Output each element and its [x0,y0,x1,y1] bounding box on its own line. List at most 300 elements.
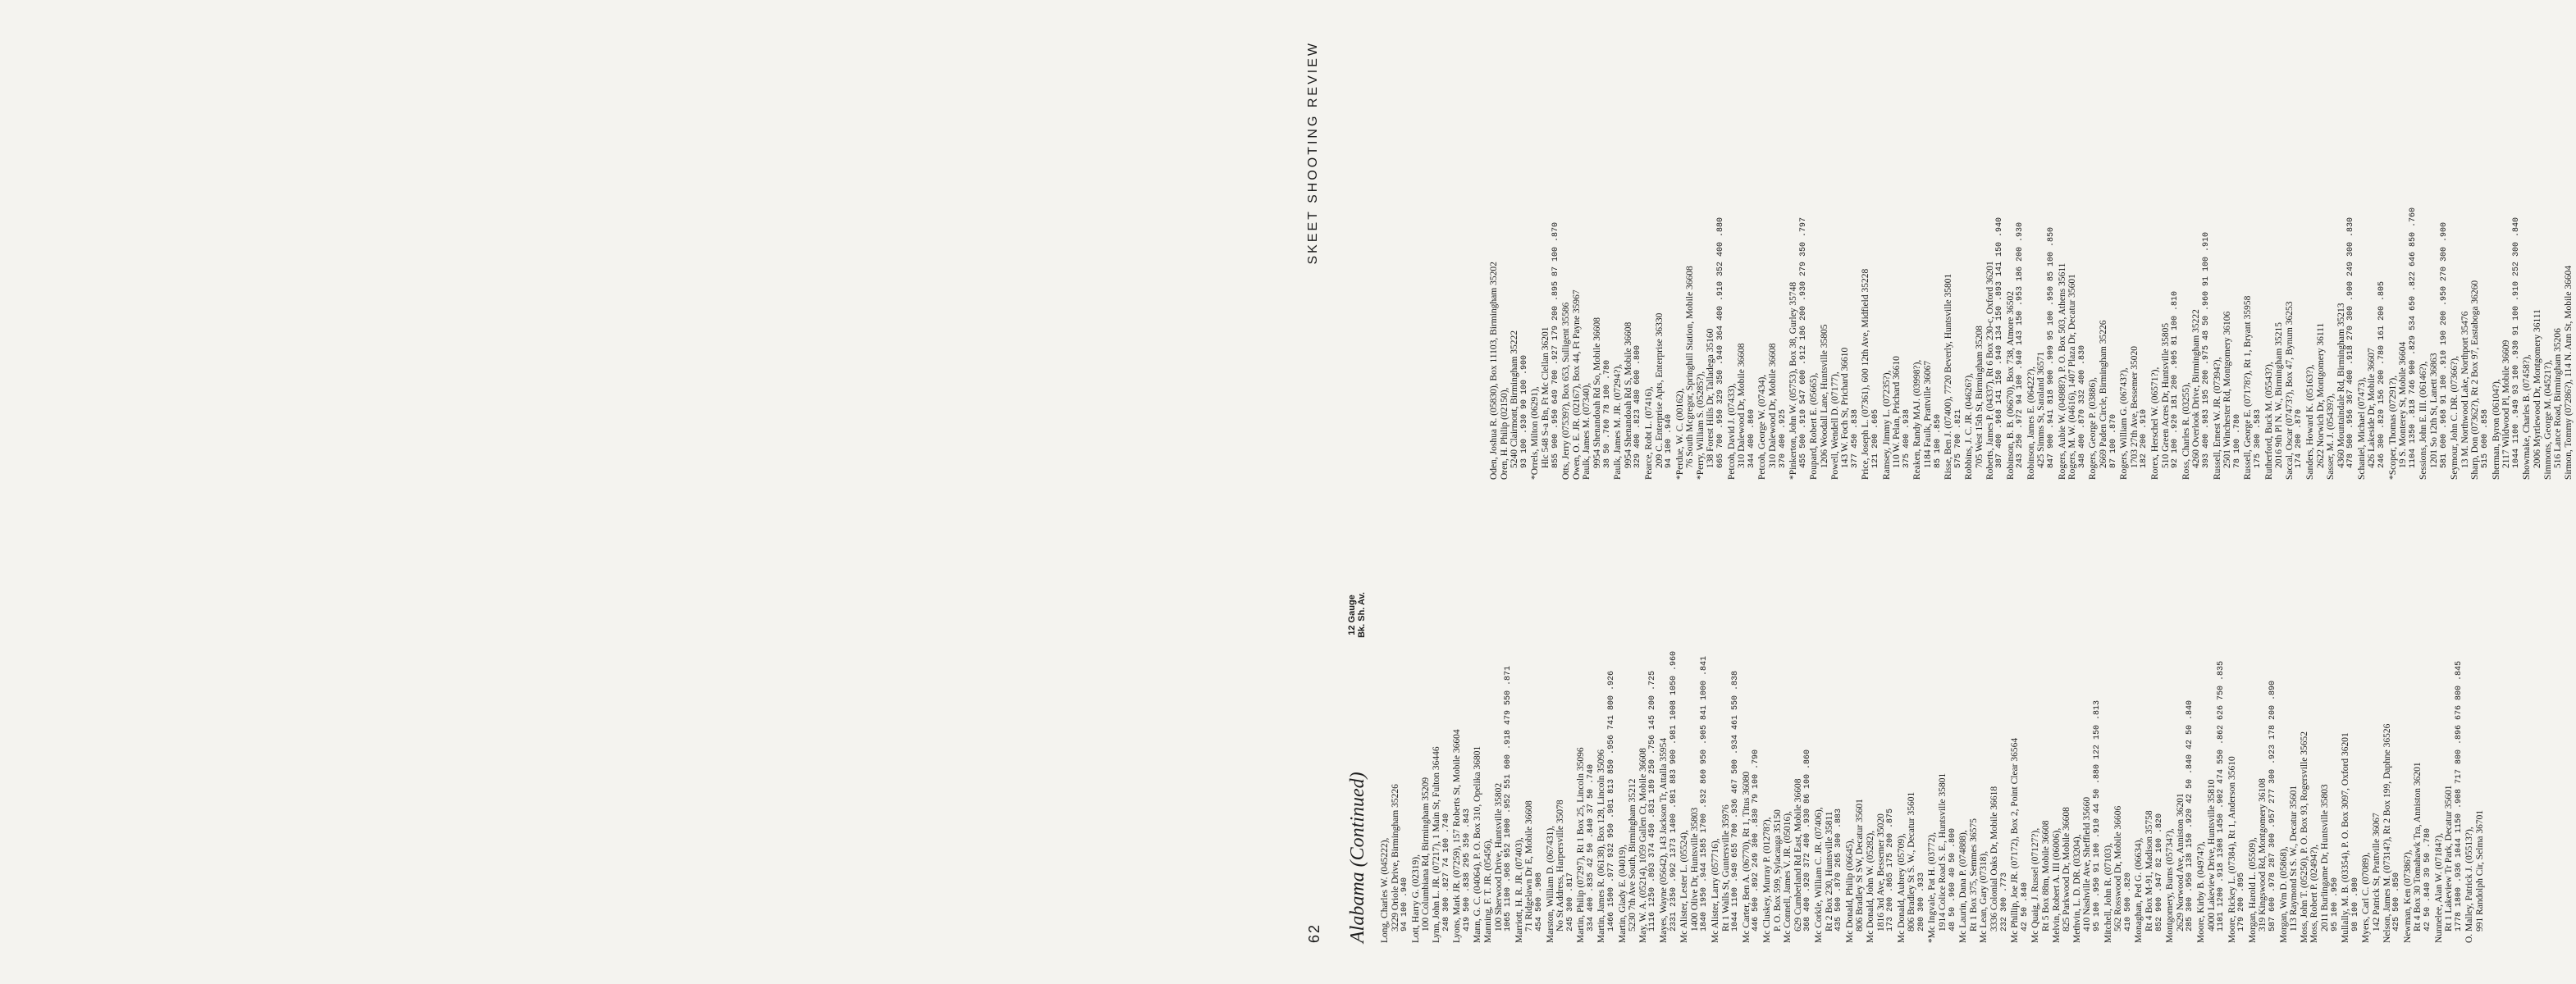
entry-name: Robinson, James E. (06422?), [2026,367,2036,480]
directory-entry [1912,20,1943,480]
entry-scores: 280 300 .933 [1916,872,1926,932]
entry-scores: 175 300 .583 [2253,408,2263,468]
entry-name: Morgan, Harold L. (05509), [2247,837,2258,943]
entry-name: Petcoh, David J. (07433), [1726,383,1737,480]
directory-entry [1943,20,1964,480]
column-right [1489,20,2574,480]
directory-entry [2088,20,2119,480]
directory-entry [1696,20,1727,480]
entry-name: Marriott, H. R. JR. (07403), [1514,837,1524,943]
entry-scores: 419 500 .838 295 350 .843 [1462,808,1472,932]
entry-address: 142 Patrick St, Prattville 36067 [2372,813,2382,932]
directory-entry [1809,20,1829,480]
entry-name: Rogers, George P. (03886), [2088,377,2099,480]
entry-name: Ross, Charles R. (03255), [2181,382,2191,480]
entry-name: Showmake, Charles B. (07458?), [2522,354,2533,480]
entry-scores: 454 500 .908 [1534,872,1544,932]
entry-name: Mc Lean, Gary (07318), [1979,850,1989,943]
entry-scores: 38 50 .760 78 100 .780 [1602,359,1612,468]
entry-address: 425 Simms St, Saraland 36571 [2036,351,2047,468]
entry-name: Moore, Kirby B. (04974?), [2195,841,2206,943]
directory-entry [1546,484,1577,943]
entry-name: Poupard, Robert E. (05665), [1809,372,1820,480]
entry-address: 4000 Lakeview Drive, Huntsville 35810 [2206,779,2217,932]
entry-scores: 173 200 .865 175 200 .875 [1886,808,1896,932]
directory-entry [1979,484,2010,943]
directory-entry [2119,20,2150,480]
directory-entry [2264,20,2285,480]
directory-entry [1380,484,1411,943]
entry-scores: 515 600 .858 [2481,408,2490,468]
entry-scores: 665 700 .950 329 350 .940 364 400 .910 352 400 .880 [1716,216,1726,468]
entry-scores: 246 300 .820 156 200 .780 161 200 .805 [2377,280,2387,468]
entry-address: 5230 7th Ave South, Birmingham 35212 [1628,778,1638,932]
entry-name: Moss, Robert P. (02494?), [2309,844,2320,943]
entry-address: 2117 Wildwood Pl, Mobile 36609 [2501,339,2512,468]
entry-address: Rt 1 Walls St, Guntersville 35976 [1720,804,1731,932]
entry-name: Sharp, Don (07362?), Rt 2 Box 97, Eastaboga 36260 [2470,280,2481,480]
directory-entry [1638,484,1659,943]
entry-scores: 78 100 .780 [2232,413,2242,468]
directory-entry [1727,20,1758,480]
directory-entry [2305,20,2326,480]
entry-name: Mc Donald, Aubrey (05709), [1896,833,1907,943]
entry-scores: 455 500 .910 547 600 .912 186 200 .930 279 350 .797 [1798,216,1808,468]
entry-name: Risse, Ben J. (07400), 7720 Beverly, Huntsville 35801 [1943,273,1954,480]
entry-name: Mc Cluskey, Murray P. (01278?), [1761,817,1772,943]
entry-scores: 1065 1100 .968 952 1000 .952 551 600 .918 479 550 .871 [1504,665,1514,932]
entry-scores: 93 100 .930 90 100 .900 [1519,354,1529,468]
directory-entry [2388,20,2419,480]
entry-name: Mc Alister, Larry (057716), [1710,838,1720,943]
entry-scores: 232 300 .773 [1999,872,2009,932]
entry-address: 1400 Olive Dr, Huntsville 35803 [1689,807,1700,932]
entry-name: *Scoper, Thomas (07291?), [2387,375,2398,480]
directory-entry [1897,484,1928,943]
directory-entry [1985,20,2006,480]
entry-name: Sasser, M. J. (05439?), [2326,393,2336,480]
entry-name: Reaken, Randy MAJ. (03998?), [1912,359,1923,480]
entry-scores: 1044 1100 .949 655 700 .936 467 500 .934 461 550 .838 [1731,670,1741,932]
entry-address: 991 Randolph Cir, Selma 36701 [2474,809,2485,932]
entry-address: Hlc 548 S-a Bn, Ft Mc Clellan 36201 [1540,326,1551,468]
entry-name: Rogers, M. W. (04616), 1407 Plaza Dr, Decatur 35601 [2067,274,2078,480]
entry-name: May, W. A. (05214), 1059 Gallen Ct, Mobile 36608 [1637,748,1648,943]
entry-scores: 121 200 .605 [1870,408,1880,468]
entry-scores: 377 450 .838 [1850,408,1860,468]
entry-scores: 174 200 .870 [2295,408,2304,468]
entry-name: Moore, Rickey L. (07384), Rt 1, Anderson 35610 [2227,756,2237,943]
directory-entry [2213,20,2244,480]
entry-scores: 370 400 .925 [1778,408,1788,468]
entry-name: Seymour, John C. DR. (07366?), [2450,356,2460,480]
entry-scores: 581 600 .968 91 100 .910 190 200 .950 270 300 .900 [2439,221,2449,468]
directory-entry [1582,20,1613,480]
entry-name: *Orrels, Milton (06291), [1530,386,1541,480]
entry-address: 4360 Mountaindale Rd, Birmingham 35213 [2336,303,2346,468]
entry-name: Mc Phillip, Joe JR. (07172), Box 2, Point Clear 36564 [2010,737,2021,943]
entry-scores: 2331 2350 .992 1373 1400 .981 883 900 .981 1008 1050 .960 [1669,650,1679,932]
entry-name: Powell, Wendell D. (07177), [1829,371,1840,480]
directory-entry [1814,484,1845,943]
entry-name: Paulk, James M. JR. (07294?), [1613,363,1624,480]
directory-entry [1783,484,1814,943]
directory-entry [2564,20,2574,480]
entry-address: 2629 Norwood Ave, Anniston 36201 [2175,793,2185,932]
page-number: 62 [1306,922,1322,943]
entry-scores: 1116 1250 .893 374 450 .831 189 250 .756 145 200 .725 [1648,670,1658,932]
entry-scores: 375 400 .938 [1902,408,1911,468]
directory-entry [1679,484,1710,943]
entry-name: Lott, Harry G. (02319), [1410,854,1421,943]
entry-name: Sherman, Byron (06104?), [2491,379,2501,480]
entry-address: Rt 4 Box 30 Tomahawk Tra, Anniston 36201 [2413,762,2423,932]
directory-entry [2464,484,2485,943]
entry-name: Myers, Carl C. (07089), [2361,852,2372,943]
entry-scores: 1778 1800 .936 1044 1150 .908 717 800 .896 676 800 .845 [2454,660,2464,932]
directory-entry [2309,484,2341,943]
entry-address: 516 Lance Road, Birmingham 35206 [2553,328,2564,468]
directory-entry [2279,484,2300,943]
directory-entry [1596,484,1617,943]
entry-address: 71 Ridgelawn Dr E, Mobile 36608 [1524,800,1535,932]
entry-address: 562 Rosswood Dr, Mobile 36606 [2113,805,2124,932]
directory-entry [1927,484,1958,943]
entry-scores: 245 300 .817 [1565,872,1575,932]
entry-name: Rogers, Aubie W. (04988?), P. O. Box 503, Athens 35611 [2057,262,2067,480]
entry-scores: 425 500 .850 [2392,872,2402,932]
entry-name: Methvin, L. D. DR. (03204), [2071,834,2082,943]
entry-address: 113 Raymond St S. W., Decatur 35601 [2289,785,2300,932]
directory-entry [1788,20,1809,480]
entry-scores: 334 400 .835 42 50 .840 37 50 .740 [1586,763,1596,932]
entry-scores: 1044 1100 .949 93 100 .930 91 100 .910 252 300 .840 [2511,216,2521,468]
entry-name: *Perry, William S. (05285?), [1695,371,1706,480]
entry-address: 510 Green Acres Dr, Huntsville 35805 [2160,322,2171,468]
left-column-header [1347,533,1367,697]
entry-address: 806 Bradley St SW, Decatur 35601 [1855,799,1866,932]
entry-name: Rutherford, Buck M. (05543?), [2263,362,2274,480]
entry-address: 76 South Mcgregor, Springhill Station, Mobile 36608 [1685,266,1696,468]
directory-entry [2058,20,2068,480]
entry-scores: 285 300 .950 138 150 .920 42 50 .840 42 50 .840 [2185,699,2195,932]
directory-entry [1861,20,1881,480]
directory-entry [1411,484,1432,943]
directory-entry [2382,484,2403,943]
entry-address: 806 Bradley St S. W., Decatur 35601 [1907,791,1917,932]
entry-name: O. Malley, Patrick J. (05513?), [2464,827,2475,943]
entry-name: Robinson, B. B. (06670), Box 738, Atmore 36502 [2005,290,2016,480]
directory-entry [1830,20,1861,480]
directory-entry [1742,484,1762,943]
directory-entry [1489,20,1500,480]
entry-name: Robbins, J. C. JR. (04626?), [1964,372,1975,480]
entry-address: 1816 3rd Ave, Bessemer 35020 [1875,813,1886,932]
entry-name: Oden, Joshua R. (05830), Box 11103, Birmingham 35202 [1489,262,1499,480]
entry-scores: 587 600 .978 287 300 .957 277 300 .923 178 200 .890 [2268,680,2278,932]
entry-scores: 478 500 .956 367 400 .918 270 300 .900 249 300 .830 [2346,216,2356,468]
entry-name: Lynn, John L. JR. (07217), 1 Main St, Fulton 36446 [1431,746,1441,943]
directory-entry [2522,20,2542,480]
entry-name: Ramsey, Jimmy L. (07235?), [1881,370,1892,480]
directory-entry [2134,484,2165,943]
header-sub: Bk. Sh. Av. [1357,592,1367,638]
directory-entry [1618,484,1638,943]
directory-entry [1613,20,1644,480]
entry-name: Russell, George E. (07178?), Rt 1, Bryant 35958 [2243,295,2254,480]
entry-name: Mc Donald, John W. (05282), [1865,830,1875,943]
publication-name: SKEET SHOOTING REVIEW [1306,41,1320,265]
directory-entry [1958,484,1979,943]
entry-address: 1703 27th Ave, Bessemer 35020 [2129,346,2140,468]
entry-name: Owen, O. E. JR. (02167), Box 44, Ft Payne 35967 [1571,289,1582,480]
entry-scores: 1840 1950 .944 1585 1700 .932 860 950 .905 841 1000 .841 [1700,655,1710,932]
entry-scores: 248 300 .827 74 100 .740 [1441,813,1451,932]
entry-name: Montgomery, Burns (05734?), [2165,828,2176,943]
entry-name: Paulk, James M. (07340), [1582,382,1592,480]
entry-scores: 575 700 .821 [1953,408,1963,468]
entry-name: Simmons, George M. (04521?), [2542,359,2553,480]
directory-entry [1452,484,1473,943]
entry-address: 100 Sherwood Drive, Huntsville 35802 [1493,782,1504,932]
directory-entry [1675,20,1696,480]
entry-address: 1201 So 12th St, Lanett 36863 [2429,353,2440,468]
directory-entry [1644,20,1675,480]
entry-scores: 1104 1350 .818 746 900 .829 534 650 .822 646 850 .760 [2408,207,2418,468]
directory-entry [2072,484,2103,943]
entry-scores: 42 50 .840 [2020,882,2030,932]
entry-name: Mitchell, John R. (07103), [2103,842,2113,943]
directory-entry [2300,484,2310,943]
entry-scores: 329 400 .823 480 600 .800 [1633,344,1643,468]
directory-entry [1483,484,1514,943]
entry-scores: 435 500 .870 265 300 .883 [1834,808,1844,932]
header-12-gauge: 12 Gauge [1347,594,1357,636]
entry-name: *Mc Ingvale, Pat H. (03772), [1927,831,1938,943]
entry-scores: 855 900 .950 649 700 .927 179 200 .895 87 100 .870 [1551,221,1560,468]
entry-scores: 1466 1500 .977 932 950 .981 813 850 .956 741 800 .926 [1607,670,1617,932]
entry-address: Rt 1 Box 375, Semmes 36575 [1968,818,1979,932]
entry-scores: 344 400 .860 [1747,408,1756,468]
entry-address: 1184 Faulk, Prattville 36067 [1922,360,1933,468]
entry-scores: 42 50 .840 39 50 .780 [2423,827,2432,932]
entry-address: 2016 9th Pl N. W., Birmingham 35215 [2274,322,2285,468]
entry-name: Otts, Jerry (07539?), Box 653, Sulligent 35586 [1561,302,1572,480]
entry-name: Rorex, Herschel W. (06571?), [2150,367,2160,480]
entry-scores: 847 900 .941 818 900 .909 95 100 .950 85 100 .850 [2047,226,2057,468]
directory-entry [2470,20,2491,480]
entry-name: *Perdue, W. C. (00162), [1674,388,1685,480]
directory-entry [2010,484,2030,943]
directory-entry [2227,484,2248,943]
directory-entry [1845,484,1866,943]
entry-name: Price, Joseph L. (07361), 600 12th Ave, Midfield 35228 [1861,268,1871,480]
entry-scores: 48 50 .960 40 50 .800 [1948,827,1957,932]
entry-name: Pearce, Robt L. (07416), [1643,386,1654,480]
entry-name: Martin, Philip (07297), Rt 1 Box 25, Lincoln 35096 [1576,747,1587,943]
entry-scores: 98 100 .980 [2350,877,2360,932]
entry-address: 410 Nashville Ave, Sheffield 35660 [2082,796,2093,932]
directory-entry [1882,20,1913,480]
directory-entry [2285,20,2305,480]
rotated-page-content [1296,41,2576,943]
entry-address: 310 Dalewood Dr, Mobile 36608 [1737,343,1747,468]
directory-entry [1432,484,1452,943]
entry-scores: 94 100 .940 [1665,413,1674,468]
directory-entry [2341,484,2361,943]
entry-address: 4260 Overlook Drive, Birmingham 35222 [2191,309,2202,468]
directory-entry [2006,20,2026,480]
entry-address: 310 Dalewood Dr, Mobile 36608 [1768,343,1779,468]
entry-address: 3336 Colonial Oaks Dr, Mobile 36618 [1989,786,2000,932]
directory-entry [2418,20,2450,480]
entry-address: 2622 Norwich Dr, Montgomery 36111 [2315,322,2326,468]
entry-name: Mc Corkle, William C. JR. (07406), [1813,807,1824,943]
directory-entry [2492,20,2523,480]
entry-name: Long, Charles W. (045222), [1380,837,1390,943]
entry-scores: 243 250 .972 94 100 .940 143 150 .953 186 200 .930 [2016,221,2026,468]
directory-entry [2243,20,2263,480]
directory-entry [2196,484,2227,943]
directory-entry [2150,20,2181,480]
entry-scores: 348 400 .870 332 400 .830 [2077,344,2087,468]
entry-address: Rt 2 Box 230, Huntsville 35811 [1824,811,1834,932]
entry-name: Manning, F. T. JR. (05456), [1482,838,1493,943]
entry-name: Rogers, William G. (06743?), [2119,367,2130,480]
entry-name: Oren, H. Philip (02150), [1499,387,1510,480]
entry-address: 629 Cumberland Rd East, Mobile 36608 [1793,778,1803,932]
entry-address: 1206 Woodall Lane, Huntsville 35805 [1820,324,1829,468]
directory-entry [2030,484,2051,943]
entry-scores: 94 100 .940 [1400,877,1410,932]
entry-name: Mc Quaig, J. Russel (07127?), [2030,827,2041,943]
entry-name: Sessions, John E. III. (06146?), [2418,361,2429,480]
directory-entry [2434,484,2465,943]
entry-name: Russell, Ernest W. JR. (07394?), [2212,357,2222,480]
entry-scores: 182 200 .910 [2140,408,2149,468]
entry-scores: 410 500 .820 [2123,872,2133,932]
entry-name: Nunnelee, Alan W. (07184?), [2433,832,2444,943]
entry-name: Roberts, James P. (04337), Rt 6 Box 230-c, Oxford 36201 [1985,261,1995,480]
entry-address: 426 Lakeside Dr, Mobile 36607 [2367,348,2377,468]
directory-entry [2026,20,2058,480]
directory-entry [1514,484,1546,943]
entry-address: 2501 Winchester Rd, Montgomery 36106 [2222,311,2233,468]
entry-address: 138 Forest Hills Dr, Talladega 35160 [1706,328,1716,468]
directory-entry [2450,20,2470,480]
entry-scores: 95 100 .950 91 100 .910 44 50 .880 122 150 .813 [2092,699,2102,932]
directory-entry [1762,484,1783,943]
entry-scores: 368 400 .920 372 400 .930 86 100 .860 [1803,749,1813,932]
entry-address: 5240 Clairmont, Birmingham 35222 [1510,330,1520,468]
entry-name: Mayes, Wayne (05642), 143 Jackson Tr, Attalla 35954 [1659,737,1669,943]
entry-address: 1914 Colice Road S. E., Huntsville 35801 [1938,772,1948,932]
directory-entry [2052,484,2072,943]
directory-entry [2248,484,2279,943]
directory-entry [1572,20,1583,480]
entry-name: Mc Carter, Ben A. (06770), Rt 1, Titus 36080 [1741,771,1752,943]
entry-address: Rt 1 Lakeview Tr Park, Decatur 35601 [2444,785,2455,932]
entry-name: Morgan, Wm D. (05868), [2278,846,2289,943]
column-left [1347,484,2486,943]
entry-name: Nelson, James M. (07314?), Rt 2 Box 199, Daphne 36526 [2382,723,2392,943]
entry-scores: 387 400 .968 141 150 .940 134 150 .893 141 150 .940 [1995,216,2005,468]
directory-entry [1757,20,1788,480]
directory-entry [1710,484,1742,943]
entry-address: 825 Parkwood Dr, Mobile 36608 [2062,807,2072,932]
directory-entry [2326,20,2357,480]
entry-scores: 95 100 .950 [2330,877,2340,932]
directory-entry [1473,484,1483,943]
page-footer [1296,41,1345,943]
entry-name: Monaghan, Ped G. (06634), [2134,837,2144,943]
entry-name: Martin, Glady E. (04019), [1617,844,1628,943]
directory-entry [2067,20,2088,480]
entry-name: Moss, John T. (05250), P. O. Box 93, Rogersville 35652 [2299,731,2309,943]
entry-address: 209 C. Enterprise Apts, Enterprise 36330 [1654,312,1665,468]
directory-entry [2103,484,2135,943]
directory-entry [1659,484,1679,943]
entry-scores: 85 100 .850 [1933,413,1943,468]
entry-name: Lyons, Mark JR. (07259), 157 Roberts St, Mobile 36604 [1452,729,1463,943]
entry-name: Sirmon, Tommy (07286?), 114 N. Ann St, Mobile 36604 [2563,265,2574,480]
entry-address: Rt 5 Box 88m, Mobile 36608 [2041,820,2051,932]
entry-address: 143 W. Foch St, Prichard 36610 [1840,347,1851,468]
entry-address: 3229 Oriole Drive, Birmingham 35226 [1390,784,1400,932]
directory-entry [2165,484,2196,943]
entry-address: 2669 Paden Circle, Birmingham 35226 [2099,320,2109,468]
directory-entry [2181,20,2213,480]
entry-address: 705 West 15th St, Birmingham 35208 [1974,326,1985,468]
entry-address: 100 Columbiana Rd, Birmingham 35209 [1421,777,1432,932]
entry-name: Melvin, Robert A. III (06006), [2051,827,2062,943]
entry-name: Newman, Ken (07386?), [2402,850,2413,943]
entry-address: 13 M. Northwood Lake, Northport 35476 [2460,311,2470,468]
entry-address: 9954 Shenandoah Rd So, Mobile 36608 [1592,317,1602,468]
directory-entry [2361,484,2382,943]
entry-address: 2011 Burlingame Dr, Huntsville 35803 [2320,784,2331,932]
entry-scores: 446 500 .892 249 300 .830 79 100 .790 [1752,749,1761,932]
state-heading: Alabama (Continued) [1347,772,1368,943]
directory-entry [1500,20,1531,480]
entry-address: 9954 Shenandoah Rd S, Mobile 36608 [1623,321,1633,468]
entry-name: Mc Donald, Philip (06645), [1844,838,1855,943]
entry-scores: 92 100 .920 181 200 .905 81 100 .810 [2171,290,2181,468]
directory-entry [1576,484,1596,943]
directory-entry [1561,20,1572,480]
entry-name: Mc Laurin, Dana P. (074888), [1958,830,1969,943]
directory-entry [1866,484,1897,943]
entry-address: No St Address, Harpersville 35078 [1555,800,1566,932]
entry-address: 19 S. Monterey St, Mobile 36604 [2398,341,2409,468]
directory-entry [1530,20,1561,480]
entry-scores: 179 200 .895 [2237,872,2247,932]
entry-name: Schaniel, Michael (07473), [2356,376,2367,480]
entry-scores: 87 100 .870 [2108,413,2118,468]
entry-name: Martin, James R. (06138), Box 128, Lincoln 35096 [1596,749,1607,943]
entry-name: Sanders, Howard K. (05163?), [2304,364,2315,480]
entry-name: Mullally, M. B. (03354), P. O. Box 3097, Oxford 36201 [2341,732,2351,943]
entry-scores: 1101 1200 .918 1308 1450 .902 474 550 .862 626 750 .835 [2217,660,2227,932]
entry-name: Marston, William D. (067431), [1545,825,1555,943]
directory-entry [2357,20,2388,480]
directory-entry [2403,484,2434,943]
directory-entry [2543,20,2564,480]
entry-address: 110 W. Pelan, Prichard 36610 [1892,356,1902,468]
entry-address: Rt 4 Box M-91, Madison 35758 [2144,810,2154,932]
entry-address: 319 Kingswood Rd, Montgomery 36108 [2258,778,2268,932]
entry-address: 2006 Myrtlewood Dr, Montgomery 36111 [2532,309,2542,468]
